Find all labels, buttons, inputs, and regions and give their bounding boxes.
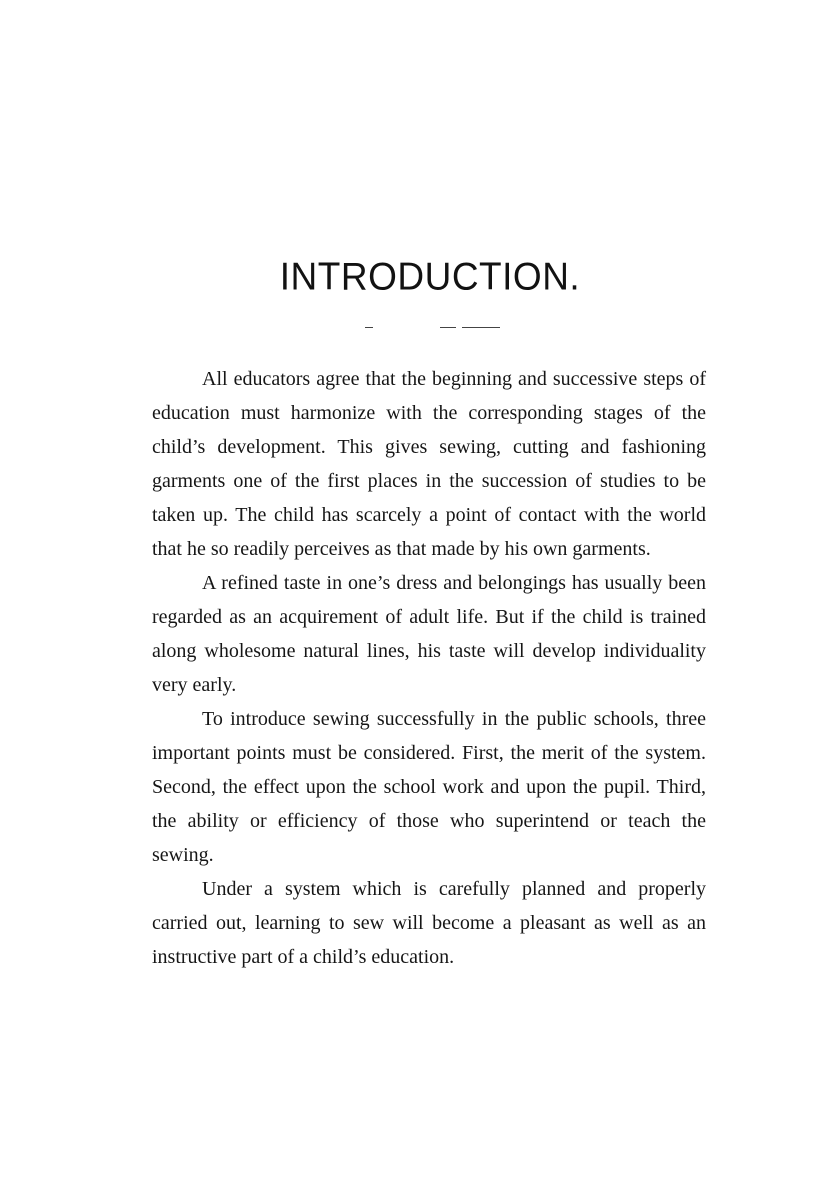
title-ornament-rule <box>440 327 456 328</box>
paragraph: Under a system which is carefully planned and properly carried out, learning to sew will become a pleasant as well as an instructive part of a child’s education. <box>152 878 706 968</box>
body-text <box>152 362 706 974</box>
paragraph: A refined taste in one’s dress and belongings has usually been regarded as an acquirement of adult life. But if the child is trained along wholesome natural lines, his taste will develop individuality very early. <box>152 572 706 696</box>
title-ornament-rule <box>462 327 500 328</box>
page-title: INTRODUCTION. <box>279 254 581 298</box>
paragraph: To introduce sewing successfully in the public schools, three important points must be considered. First, the merit of the system. Second, the effect upon the school work and upon the pupil. Third, the ability or efficiency of those who superintend or teach the sewing. <box>152 708 706 866</box>
paragraph: All educators agree that the beginning and successive steps of education must harmonize with the corresponding stages of the child’s development. This gives sewing, cutting and fashioning garments one of the first places in the succession of studies to be taken up. The child has scarcely a point of contact with the world that he so readily perceives as that made by his own garments. <box>152 368 706 560</box>
title-ornament-rule <box>365 327 373 328</box>
